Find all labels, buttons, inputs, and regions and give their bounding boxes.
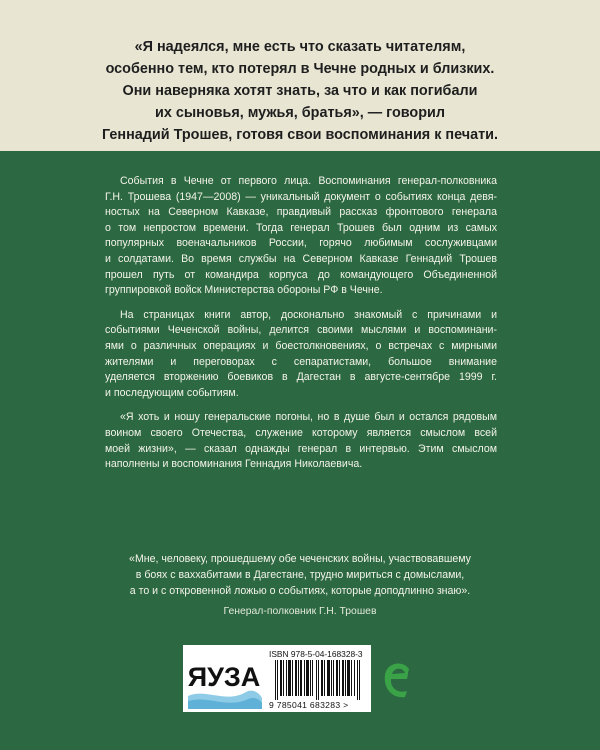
paragraph — [105, 308, 497, 402]
paragraph-line: группировкой войск Министерства обороны РФ в Чечне. — [105, 284, 383, 297]
paragraph-line: и солдатами. Во время службы на Северном Кавказе Геннадий Трошев — [105, 252, 497, 265]
paragraph-line: жителями и переговорах с сепаратистами, большое внимание — [105, 355, 497, 368]
barcode-bars — [269, 660, 367, 700]
yauza-logo — [186, 648, 263, 709]
top-quote — [98, 36, 502, 146]
paragraph-line: о том непростом времени. Тогда генерал Трошев был одним из самых — [105, 221, 497, 234]
top-quote-line: особенно тем, кто потерял в Чечне родных и близких. — [105, 61, 495, 77]
annotation-text — [105, 174, 497, 473]
paragraph — [105, 174, 497, 299]
closing-quote — [100, 551, 500, 599]
top-quote-line: их сыновья, мужья, братья», — говорил — [155, 105, 445, 121]
closing-quote-line: в боях с ваххабитами в Дагестане, трудно мириться с домыслами, — [135, 569, 465, 581]
signature: Генерал-полковник Г.Н. Трошев — [223, 606, 377, 617]
closing-quote-line: «Мне, человеку, прошедшему обе чеченских войны, участвовавшему — [129, 553, 471, 565]
paragraph-line: Г.Н. Трошева (1947—2008) — уникальный документ о событиях конца девя- — [105, 190, 497, 203]
paragraph-line: моей жизни», — сказал однажды генерал в интервью. Этим смыслом — [105, 442, 497, 455]
paragraph-line: наполнены и воспоминания Геннадия Николаевича. — [105, 458, 363, 471]
paragraph-line: ями о различных операциях и боестолкновениях, о встречах с мирными — [105, 339, 497, 352]
paragraph — [105, 410, 497, 472]
isbn-number: ISBN 978-5-04-168328-3 — [269, 649, 363, 659]
paragraph-line: воином своего Отечества, служение которому является смыслом всей — [105, 426, 497, 439]
paragraph-line: событиями Чеченской войны, делится своими мыслями и воспоминани- — [105, 324, 497, 337]
barcode-digits: 9 785041 683283 > — [269, 700, 349, 710]
top-quote-line: «Я надеялся, мне есть что сказать читателям, — [134, 39, 466, 55]
yauza-logo-text: ЯУЗА — [187, 662, 261, 692]
top-quote-line: Геннадий Трошев, готовя свои воспоминания к печати. — [101, 127, 498, 143]
paragraph-line: популярных военачальников России, горячо любимым сослуживцами — [105, 237, 497, 250]
eksmo-logo — [383, 661, 411, 701]
paragraph-line: На страницах книги автор, досконально знакомый с причинами и — [120, 308, 497, 321]
paragraph-line: События в Чечне от первого лица. Воспоминания генерал-полковника — [120, 175, 497, 187]
paragraph-line: прошел путь от командира корпуса до командующего Объединенной — [105, 268, 497, 281]
paragraph-line: «Я хоть и ношу генеральские погоны, но в душе был и остался рядовым — [120, 411, 497, 424]
paragraph-line: ностых на Северном Кавказе, правдивый рассказ фронтового генерала — [105, 206, 497, 219]
yauza-logo-graphic — [186, 648, 263, 709]
paragraph-line: уделяется вторжению боевиков в Дагестан в августе-сентябре 1999 г. — [105, 371, 497, 384]
top-quote-line: Они наверняка хотят знать, за что и как погибали — [122, 83, 478, 99]
barcode — [269, 649, 367, 709]
closing-quote-line: а то и с откровенной ложью о событиях, которые доподлинно знаю». — [129, 585, 471, 597]
isbn-block — [183, 645, 371, 712]
paragraph-line: и последующим событиям. — [105, 386, 239, 399]
